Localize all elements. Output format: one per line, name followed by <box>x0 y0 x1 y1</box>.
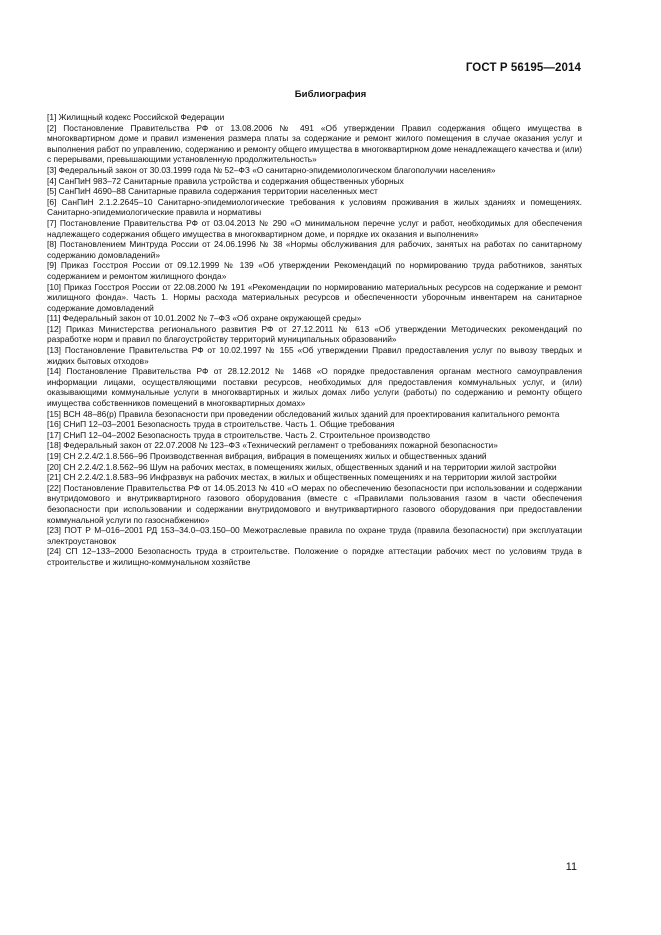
reference-item: [23] ПОТ Р М–016–2001 РД 153–34.0–03.150–00 Межотраслевые правила по охране труда (правила безопасности) при эксплуатации электроустановок <box>47 525 582 546</box>
reference-item: [18] Федеральный закон от 22.07.2008 № 123–ФЗ «Технический регламент о требованиях пожарной безопасности» <box>47 440 498 451</box>
reference-item: [22] Постановление Правительства РФ от 14.05.2013 № 410 «О мерах по обеспечению безопасности при использовании и содержании внутридомового и внутриквартирного газового оборудования (вместе с «Правилами пользования газом в части обеспечения безопасности при использовании и содержании внутридомового и внутриквартирного газового оборудования при предоставлении коммунальной услуги по газоснабжению» <box>47 482 582 525</box>
page-number: 11 <box>565 861 577 873</box>
reference-item: [16] СНиП 12–03–2001 Безопасность труда в строительстве. Часть 1. Общие требования <box>47 419 395 430</box>
reference-item: [3] Федеральный закон от 30.03.1999 года № 52–ФЗ «О санитарно-эпидемиологическом благополучии населения» <box>47 164 496 175</box>
reference-item: [10] Приказ Госстроя России от 22.08.2000 № 191 «Рекомендации по нормированию материальных ресурсов на содержание и ремонт жилищного фонда». Часть 1. Нормы расхода материальных ресурсов и обеспеченности уборочным инвентарем на санитарное содержание домовладений <box>47 281 582 313</box>
reference-item: [6] СанПиН 2.1.2.2645–10 Санитарно-эпидемиологические требования к условиям проживания в жилых зданиях и помещениях. Санитарно-эпидемиологические правила и нормативы <box>47 196 582 218</box>
reference-item: [17] СНиП 12–04–2002 Безопасность труда в строительстве. Часть 2. Строительное производство <box>47 429 431 440</box>
reference-item: [11] Федеральный закон от 10.01.2002 № 7–ФЗ «Об охране окружающей среды» <box>47 313 362 324</box>
reference-item: [5] СанПиН 4690–88 Санитарные правила содержания территории населенных мест <box>47 186 378 197</box>
reference-item: [14] Постановление Правительства РФ от 28.12.2012 № 1468 «О порядке предоставления органам местного самоуправления информации лицами, осуществляющими поставки ресурсов, необходимых для предоставления коммунальных услуг, и (или) оказывающими коммунальные услуги в многоквартирных и жилых домах либо услуги (работы) по содержанию и ремонту общего имущества собственников помещений в многоквартирных домах» <box>47 366 582 409</box>
reference-item: [21] СН 2.2.4/2.1.8.583–96 Инфразвук на рабочих местах, в жилых и общественных помещениях и на территории жилой застройки <box>47 472 557 483</box>
reference-item: [19] СН 2.2.4/2.1.8.566–96 Производственная вибрация, вибрация в помещениях жилых и общественных зданий <box>47 451 487 461</box>
document-code: ГОСТ Р 56195—2014 <box>465 62 581 74</box>
reference-item: [12] Приказ Министерства регионального развития РФ от 27.12.2011 № 613 «Об утверждении Методических рекомендаций по разработке норм и правил по благоустройству территорий муниципальных образований» <box>47 323 582 345</box>
reference-item: [24] СП 12–133–2000 Безопасность труда в строительстве. Положение о порядке аттестации рабочих мест по условиям труда в строительстве и жилищно-коммунальном хозяйстве <box>47 546 582 567</box>
reference-item: [1] Жилищный кодекс Российской Федерации <box>47 112 225 122</box>
bibliography-title: Библиография <box>294 89 367 100</box>
reference-item: [15] ВСН 48–86(р) Правила безопасности при проведении обследований жилых зданий для проектирования капитального ремонта <box>47 408 560 419</box>
reference-item: [13] Постановление Правительства РФ от 10.02.1997 № 155 «Об утверждении Правил предоставления услуг по вывозу твердых и жидких бытовых отходов» <box>47 345 582 366</box>
reference-item: [9] Приказ Госстроя России от 09.12.1999 № 139 «Об утверждении Рекомендаций по нормированию труда работников, занятых содержанием и ремонтом жилищного фонда» <box>47 260 582 281</box>
reference-list <box>47 112 582 568</box>
reference-item: [20] СН 2.2.4/2.1.8.562–96 Шум на рабочих местах, в помещениях жилых, общественных зданий и на территории жилой застройки <box>47 461 557 472</box>
reference-item: [8] Постановлением Минтруда России от 24.06.1996 № 38 «Нормы обслуживания для рабочих, занятых на работах по санитарному содержанию домовладений» <box>47 239 582 260</box>
reference-item: [2] Постановление Правительства РФ от 13.08.2006 № 491 «Об утверждении Правил содержания общего имущества в многоквартирном доме и правил изменения размера платы за содержание и ремонт жилого помещения в случае оказания услуг и выполнения работ по управлению, содержанию и ремонту общего имущества в многоквартирном доме ненадлежащего качества и (или) с перерывами, превышающими установленную продолжительность» <box>47 122 582 165</box>
reference-item: [4] СанПиН 983–72 Санитарные правила устройства и содержания общественных уборных <box>47 175 404 186</box>
reference-item: [7] Постановление Правительства РФ от 03.04.2013 № 290 «О минимальном перечне услуг и работ, необходимых для обеспечения надлежащего содержания общего имущества в многоквартирном доме, и порядке их оказания и выполнения» <box>47 217 582 239</box>
